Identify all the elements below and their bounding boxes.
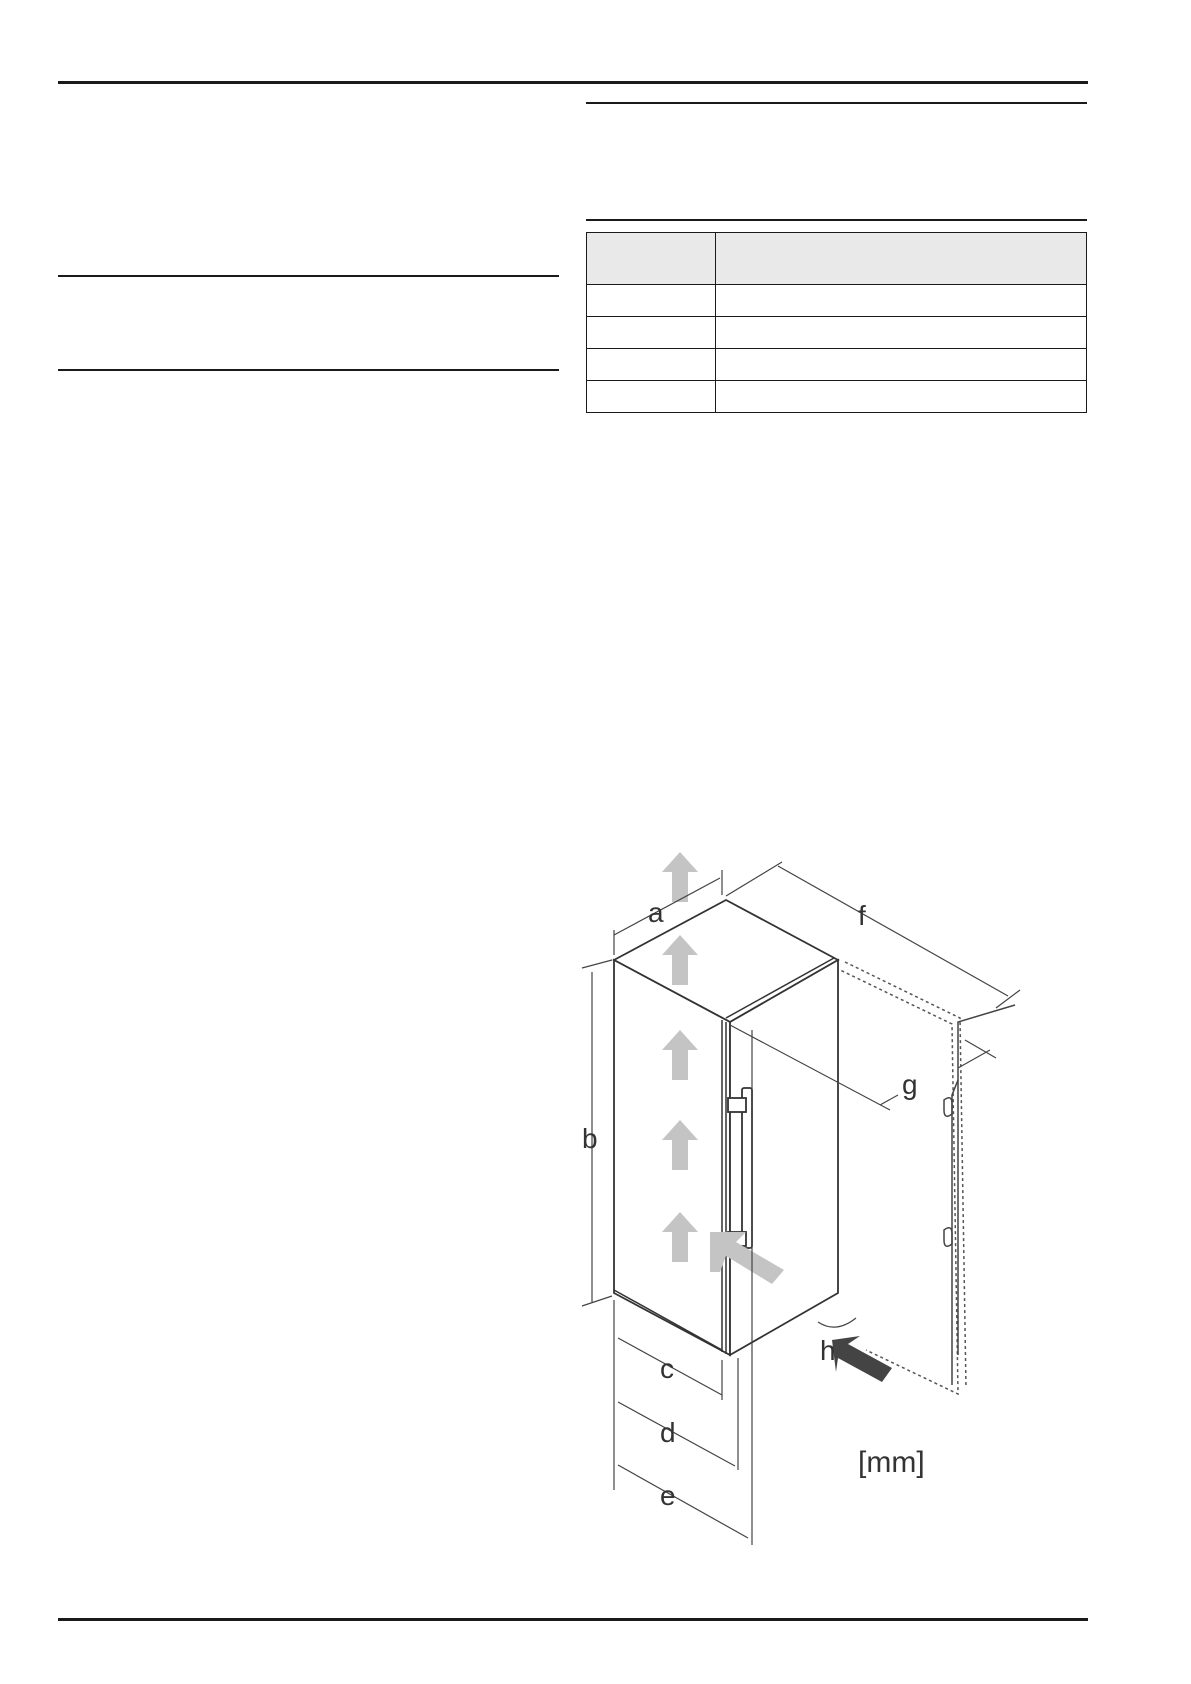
right-section-rule-2 [586, 219, 1087, 221]
dimension-label-f: f [858, 900, 866, 931]
wall-outline [836, 962, 966, 1394]
table-header-row [587, 233, 1087, 285]
table-header-cell [587, 233, 716, 285]
door-hinge-icon [944, 1098, 952, 1247]
dimension-label-c: c [660, 1353, 674, 1384]
bottom-rule [58, 1618, 1088, 1621]
dimension-label-d: d [660, 1417, 676, 1448]
table-cell [587, 317, 716, 349]
table-cell [587, 381, 716, 413]
table-cell [716, 381, 1087, 413]
right-section-rule-1 [586, 102, 1087, 104]
table-cell [587, 285, 716, 317]
unit-label: [mm] [858, 1446, 925, 1479]
dimension-label-b: b [582, 1123, 598, 1154]
dimension-label-h: h [820, 1335, 836, 1366]
table-cell [716, 317, 1087, 349]
table-cell [716, 349, 1087, 381]
table-cell [587, 349, 716, 381]
table-row [587, 349, 1087, 381]
dimension-label-e: e [660, 1480, 676, 1511]
dimension-label-g: g [902, 1069, 918, 1100]
table-row [587, 317, 1087, 349]
table-header-cell [716, 233, 1087, 285]
left-section-rule-1 [58, 275, 559, 277]
left-section-rule-2 [58, 369, 559, 371]
air-intake-arrow-icon [832, 1336, 892, 1382]
table-row [587, 285, 1087, 317]
table-cell [716, 285, 1087, 317]
dimensions-table [586, 232, 1087, 413]
appliance-dimension-drawing [570, 840, 1040, 1560]
dimension-label-a: a [648, 897, 664, 928]
wall-edge [952, 1005, 1015, 1385]
table-row [587, 381, 1087, 413]
top-rule [58, 81, 1088, 84]
airflow-arrow-icon [662, 852, 698, 902]
